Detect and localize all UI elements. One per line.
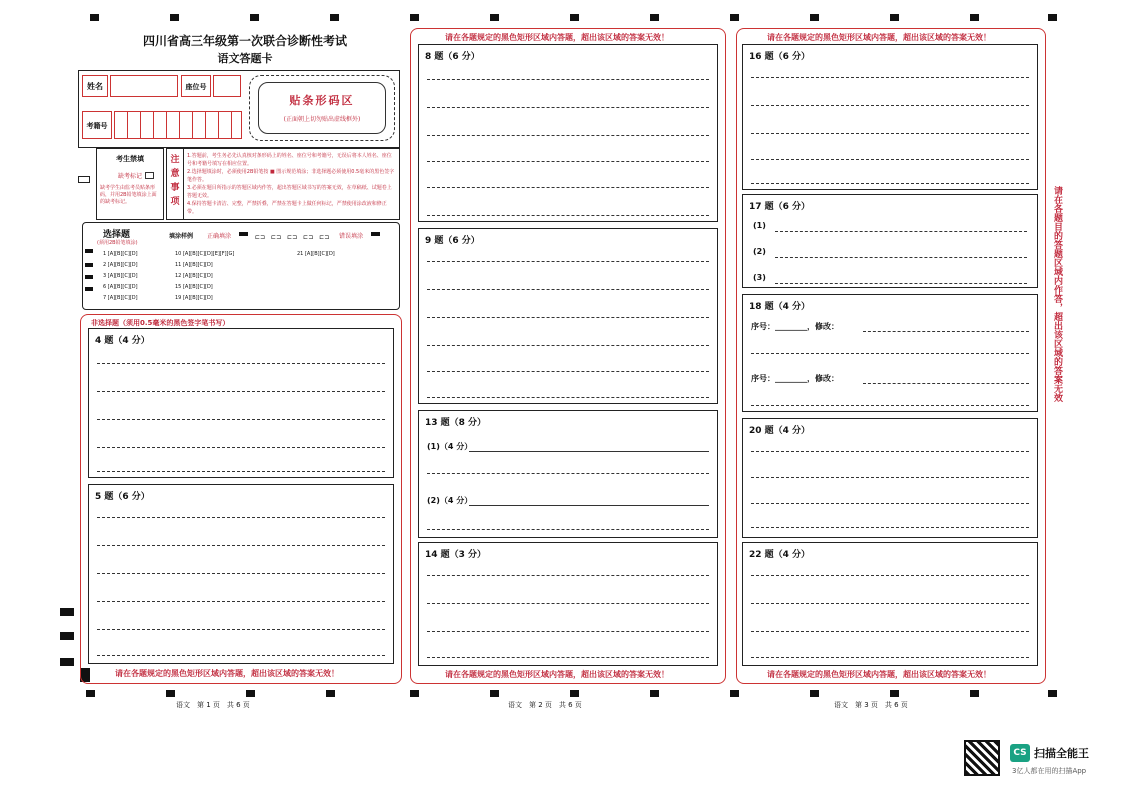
q14-box[interactable] — [418, 542, 718, 666]
q20-title: 20 题（4 分） — [749, 426, 811, 436]
q5-box[interactable] — [88, 484, 394, 664]
legend-fill: 填涂样例 — [169, 233, 194, 240]
timing-mark — [650, 14, 659, 21]
q13-part1: (1)（4 分） — [427, 442, 473, 451]
timing-mark — [326, 690, 335, 697]
timing-mark — [170, 14, 179, 21]
absent-label: 缺考标记 — [117, 173, 142, 180]
choice-row[interactable]: 10 [A][B][C][D][E][F][G] — [175, 251, 235, 257]
qr-code — [964, 740, 1000, 776]
q22-box[interactable] — [742, 542, 1038, 666]
seat-label: 座位号 — [181, 75, 211, 97]
absent-checkbox[interactable] — [145, 172, 154, 179]
choice-row[interactable]: 15 [A][B][C][D] — [175, 284, 213, 290]
timing-mark — [86, 690, 95, 697]
q18-title: 18 题（4 分） — [749, 302, 811, 312]
timing-mark — [730, 14, 739, 21]
timing-mark — [246, 690, 255, 697]
candidate-block — [96, 148, 164, 220]
exam-no-label: 考籍号 — [82, 111, 112, 139]
q18-box[interactable] — [742, 294, 1038, 412]
q18-line2: 序号：________，修改： — [751, 374, 839, 383]
timing-mark — [490, 690, 499, 697]
candidate-title: 考生禁填 — [116, 155, 144, 163]
timing-mark — [730, 690, 739, 697]
choice-row[interactable]: 6 [A][B][C][D] — [103, 284, 138, 290]
exam-no-field[interactable] — [114, 111, 242, 139]
side-mark — [78, 176, 90, 183]
timing-mark — [570, 690, 579, 697]
q17-part3: (3) — [753, 273, 766, 282]
legend-wrong: 错误填涂 — [339, 233, 364, 240]
seat-field[interactable] — [213, 75, 241, 97]
q16-box[interactable] — [742, 44, 1038, 190]
timing-mark — [1048, 690, 1057, 697]
footer-page1: 语文 第 1 页 共 6 页 — [176, 701, 250, 709]
timing-mark — [890, 14, 899, 21]
top-notice: 请在各题规定的黑色矩形区域内答题，超出该区域的答案无效！ — [445, 33, 669, 42]
timing-mark — [810, 14, 819, 21]
notice-item: 3.必须在题目所指示的答题区域内作答，超出答题区域书写的答案无效，在草稿纸、试题卷上答题无效。 — [187, 185, 392, 199]
timing-mark — [810, 690, 819, 697]
timing-mark — [570, 14, 579, 21]
timing-mark — [410, 14, 419, 21]
choice-row[interactable]: 7 [A][B][C][D] — [103, 295, 138, 301]
bottom-notice: 请在各题规定的黑色矩形区域内答题，超出该区域的答案无效！ — [445, 670, 669, 679]
card-title: 语文答题卡 — [217, 52, 273, 65]
timing-mark — [970, 690, 979, 697]
timing-mark — [60, 632, 74, 640]
timing-mark — [90, 14, 99, 21]
timing-mark — [1048, 14, 1057, 21]
choice-row[interactable]: 3 [A][B][C][D] — [103, 273, 138, 279]
choice-row[interactable]: 11 [A][B][C][D] — [175, 262, 213, 268]
timing-mark — [60, 658, 74, 666]
name-label: 姓名 — [82, 75, 108, 97]
q13-part2: (2)（4 分） — [427, 496, 473, 505]
q8-title: 8 题（6 分） — [425, 52, 480, 62]
watermark-brand: 扫描全能王 — [1034, 747, 1089, 760]
q17-part2: (2) — [753, 247, 766, 256]
q9-box[interactable] — [418, 228, 718, 404]
exam-title: 四川省高三年级第一次联合诊断性考试 — [142, 34, 347, 48]
notice-item: 2.选择题填涂时，必须使用2B铅笔按 ■ 图示规范填涂；非选择题必须使用0.5毫米的黑色签字笔作答。 — [187, 169, 395, 183]
timing-mark — [970, 14, 979, 21]
q13-title: 13 题（8 分） — [425, 418, 487, 428]
timing-mark — [166, 690, 175, 697]
choice-row[interactable]: 12 [A][B][C][D] — [175, 273, 213, 279]
timing-mark — [410, 690, 419, 697]
notice-item: 4.保持答题卡清洁、完整，严禁折叠，严禁在答题卡上做任何标记，严禁使用涂改液和修正带。 — [187, 201, 387, 215]
footer-page3: 语文 第 3 页 共 6 页 — [834, 701, 908, 709]
camscanner-logo: CS — [1010, 744, 1030, 762]
choice-row[interactable]: 2 [A][B][C][D] — [103, 262, 138, 268]
choice-subtitle: (须用2B铅笔填涂) — [97, 240, 138, 246]
q18-line1: 序号：________，修改： — [751, 322, 839, 331]
q5-title: 5 题（6 分） — [95, 492, 150, 502]
choice-row[interactable]: 21 [A][B][C][D] — [297, 251, 335, 257]
watermark-tagline: 3亿人都在用的扫描App — [1012, 767, 1087, 775]
timing-mark — [490, 14, 499, 21]
q9-title: 9 题（6 分） — [425, 236, 480, 246]
q17-title: 17 题（6 分） — [749, 202, 811, 212]
q20-box[interactable] — [742, 418, 1038, 538]
timing-mark — [60, 608, 74, 616]
timing-mark — [250, 14, 259, 21]
timing-mark — [890, 690, 899, 697]
name-field[interactable] — [110, 75, 178, 97]
notice-title: 注意事项 — [170, 155, 180, 207]
q4-title: 4 题（4 分） — [95, 336, 150, 346]
absent-note: 缺考学生由监考员贴条形码，并用2B铅笔填涂上面的缺考标记。 — [100, 185, 157, 205]
q22-title: 22 题（4 分） — [749, 550, 811, 560]
footer-page2: 语文 第 2 页 共 6 页 — [508, 701, 582, 709]
choice-block: 选择题 (须用2B铅笔填涂) 填涂样例 正确填涂 ⊏⊐ ⊏⊐ ⊏⊐ ⊏⊐ ⊏⊐ 错误填涂 1 [A][B][C][D] 2 [A][B][C][D] 3 [A][B][C][D] 6 [A][B][C][D] 7 [A][B][C][D] 10 [A][B][C][D][E][F][G] 11 [A][B][C][D] 12 [A][B][C][D] 15 [A][B][C][D] 19 [A][B][C][D] 21 [A][B][C][D] — [82, 222, 400, 310]
q17-part1: (1) — [753, 221, 766, 230]
notice-item: 1.答题前，考生务必先认真核对条形码上的姓名、座位号和考籍号，无误后将本人姓名、座位号和考籍号填写在相应位置。 — [187, 153, 392, 167]
q8-box[interactable] — [418, 44, 718, 222]
barcode-area — [249, 75, 395, 141]
q4-box[interactable] — [88, 328, 394, 478]
timing-mark — [330, 14, 339, 21]
bottom-notice: 请在各题规定的黑色矩形区域内答题，超出该区域的答案无效！ — [767, 670, 991, 679]
student-info-block — [78, 70, 400, 148]
non-choice-header: 非选择题（须用0.5毫米的黑色签字笔书写） — [91, 319, 230, 327]
bottom-notice: 请在各题规定的黑色矩形区域内答题，超出该区域的答案无效！ — [115, 669, 339, 678]
choice-row[interactable]: 19 [A][B][C][D] — [175, 295, 213, 301]
choice-title: 选择题 — [103, 230, 131, 240]
q13-box[interactable] — [418, 410, 718, 538]
top-notice: 请在各题规定的黑色矩形区域内答题，超出该区域的答案无效！ — [767, 33, 991, 42]
q17-box[interactable] — [742, 194, 1038, 288]
timing-mark — [650, 690, 659, 697]
q14-title: 14 题（3 分） — [425, 550, 487, 560]
barcode-title: 贴条形码区 — [289, 94, 355, 107]
barcode-note: (正面朝上切勿贴出虚线框外) — [283, 116, 361, 123]
choice-row[interactable]: 1 [A][B][C][D] — [103, 251, 138, 257]
legend-correct: 正确填涂 — [207, 233, 232, 240]
notice-block — [166, 148, 400, 220]
side-notice: 请在各题目的答题区域内作答，超出该区域的答案无效 — [1052, 186, 1062, 402]
q16-title: 16 题（6 分） — [749, 52, 811, 62]
